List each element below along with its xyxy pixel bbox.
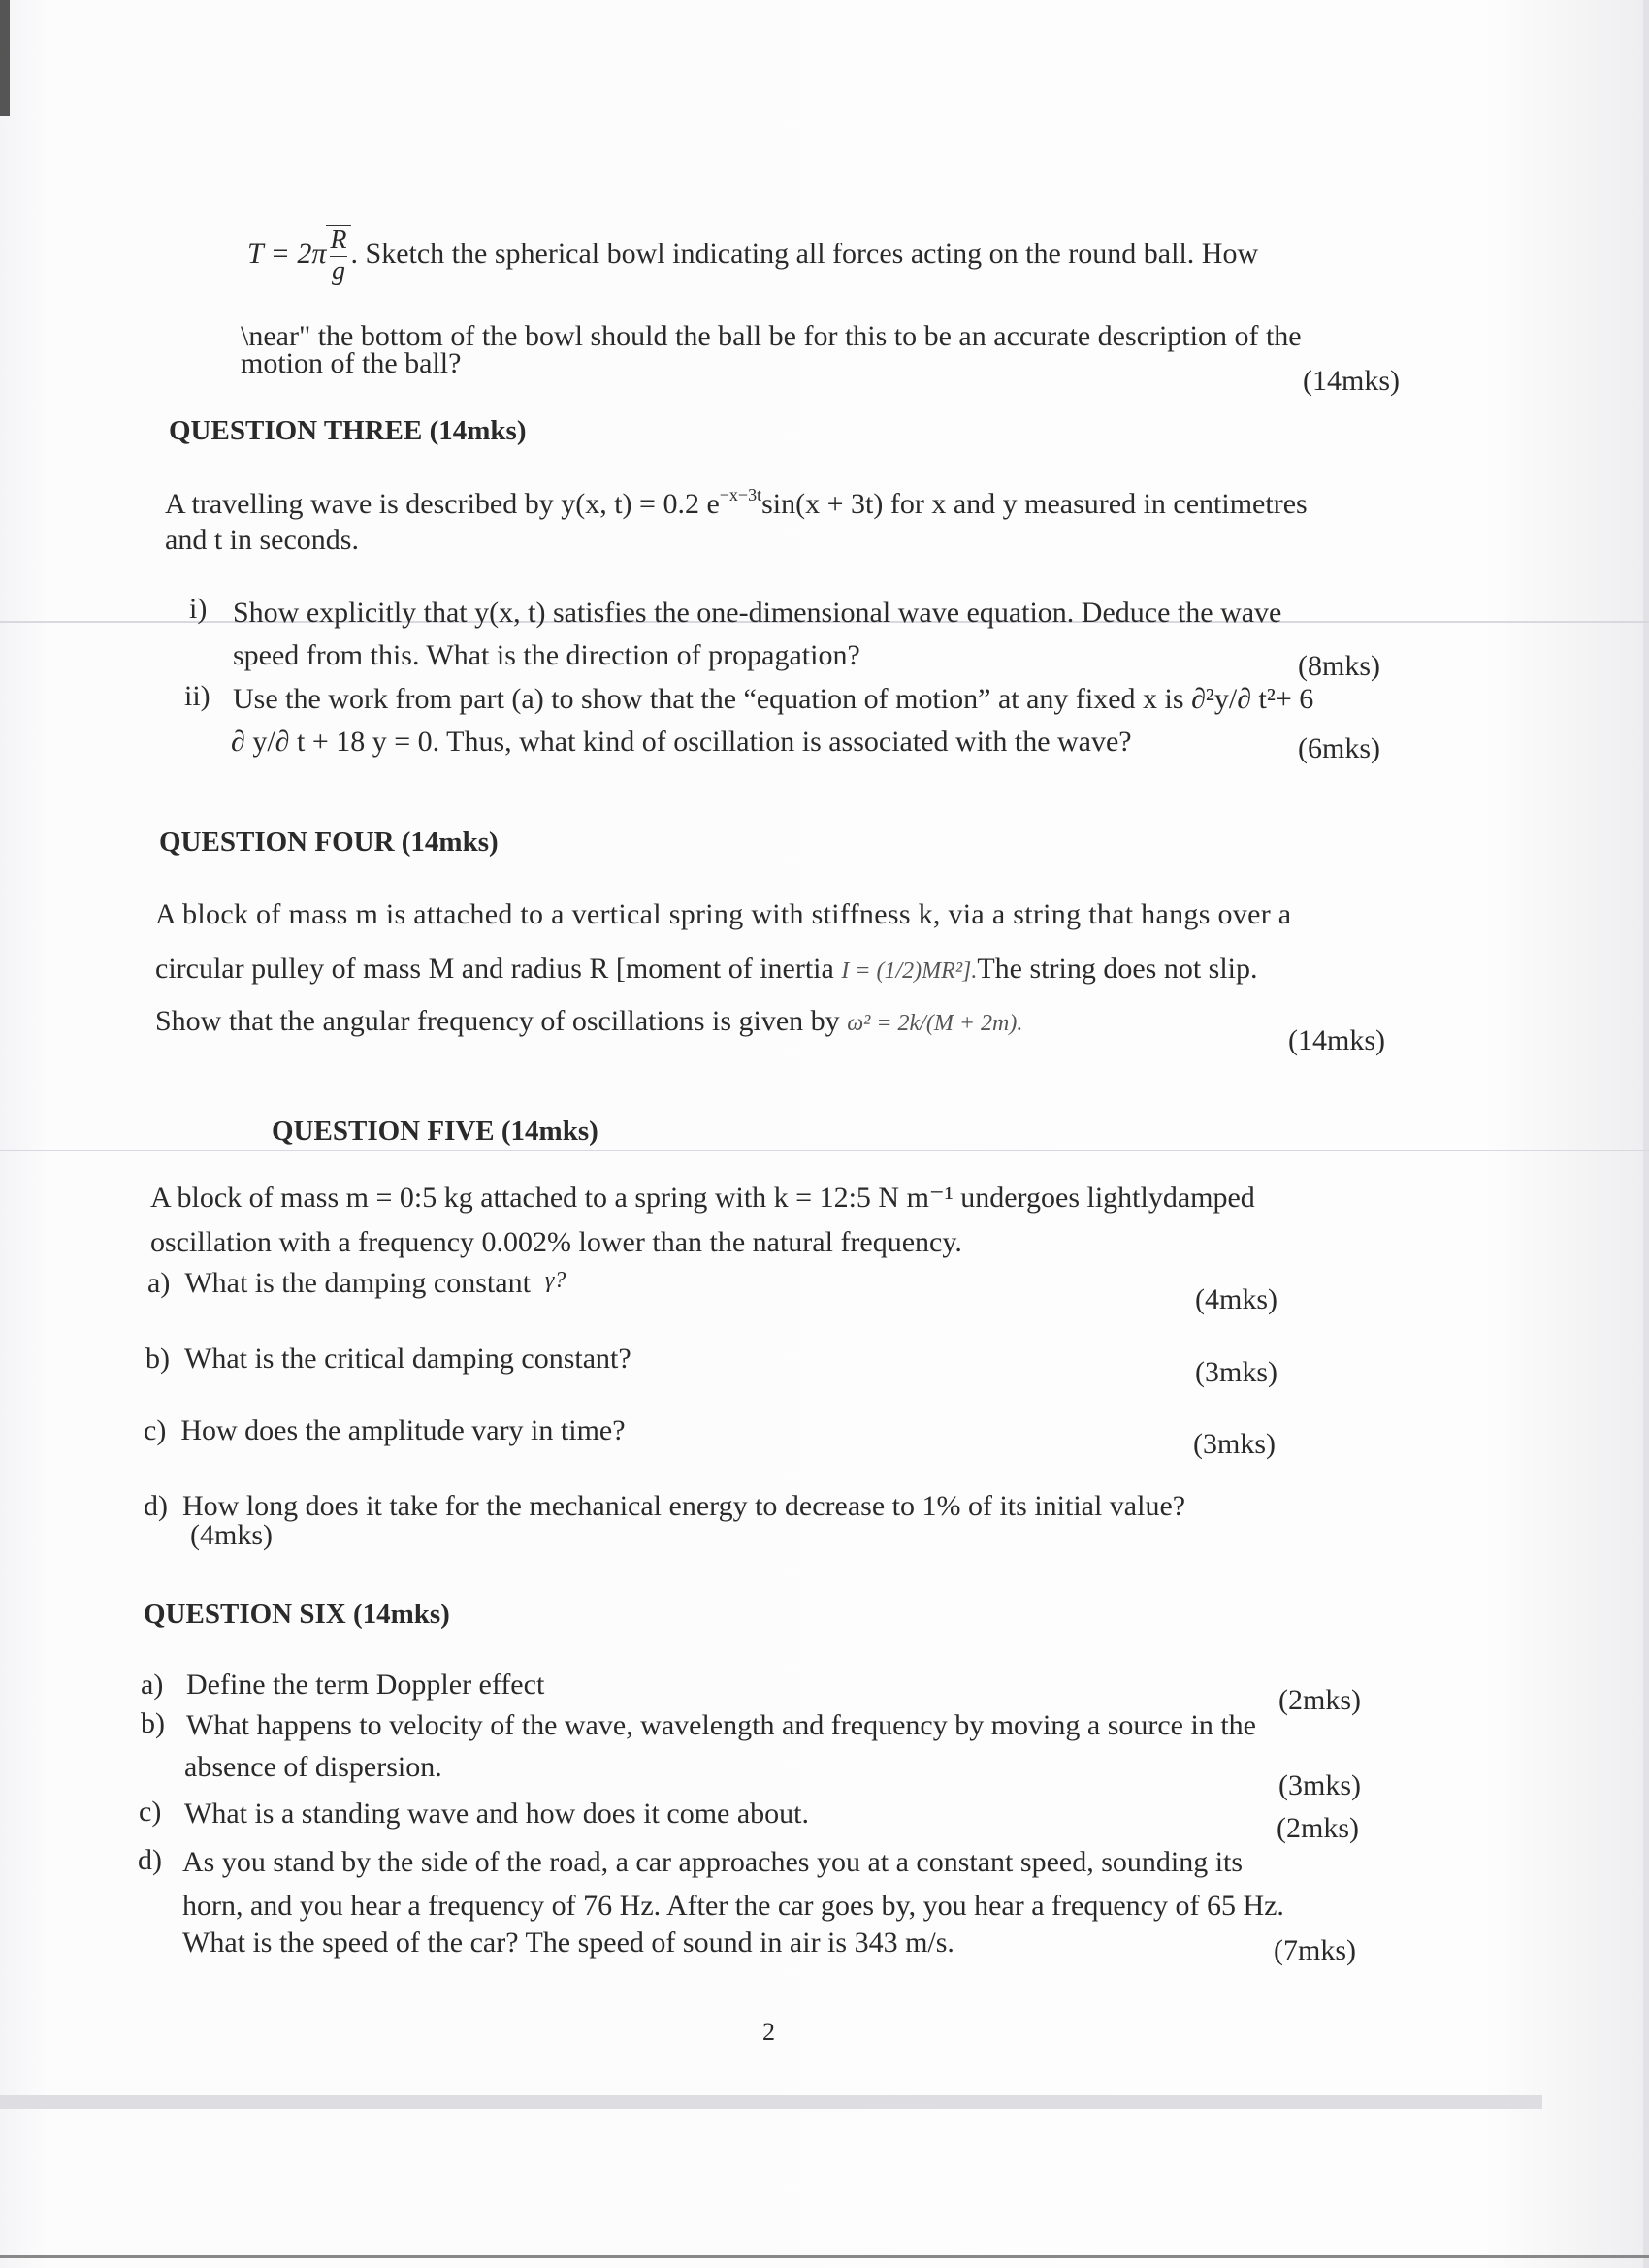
q6-part-c: What is a standing wave and how does it come about. [184, 1798, 810, 1830]
scan-band [0, 2095, 1542, 2109]
q6-part-d: What is the speed of the car? The speed of sound in air is 343 m/s. [182, 1927, 954, 1959]
gamma-symbol: γ? [544, 1268, 566, 1293]
q3-stem-text: A travelling wave is described by y(x, t) = 0.2 e [165, 488, 720, 520]
part-label: d) [138, 1844, 162, 1876]
q3-part-ii: ∂ y/∂ t + 18 y = 0. Thus, what kind of oscillation is associated with the wave? [231, 726, 1132, 758]
q5-part-d [144, 1492, 1185, 1521]
marks: (7mks) [1274, 1934, 1356, 1966]
q5-stem: oscillation with a frequency 0.002% lower than the natural frequency. [150, 1226, 962, 1258]
moment-formula: I = (1/2)MR²]. [841, 958, 978, 984]
q3-part-ii: Use the work from part (a) to show that the “equation of motion” at any fixed x is ∂²y/∂ t²+ 6 [233, 683, 1314, 715]
q3-part-i: Show explicitly that y(x, t) satisfies the one-dimensional wave equation. Deduce the wave [233, 597, 1282, 629]
q3-stem [165, 485, 1308, 520]
question-five-heading: QUESTION FIVE (14mks) [272, 1116, 598, 1147]
marks: (8mks) [1298, 650, 1380, 682]
q5-stem: A block of mass m = 0:5 kg attached to a spring with k = 12:5 N m⁻¹ undergoes lightlydamped [150, 1182, 1255, 1214]
intro-text: \near" the bottom of the bowl should the ball be for this to be an accurate description of the [241, 320, 1302, 352]
marks: (3mks) [1278, 1769, 1361, 1801]
question-six-heading: QUESTION SIX (14mks) [144, 1599, 450, 1630]
marks: (14mks) [1303, 365, 1400, 397]
formula-denominator: g [331, 255, 345, 286]
part-label: d) [144, 1490, 168, 1522]
part-label: c) [139, 1796, 162, 1828]
q4-text [155, 1007, 1022, 1036]
q6-part-a: Define the term Doppler effect [186, 1669, 545, 1701]
part-text: What is the damping constant [184, 1267, 531, 1299]
part-label: i) [189, 593, 208, 625]
pendulum-formula-line [247, 225, 1258, 287]
intro-text: . Sketch the spherical bowl indicating all forces acting on the round ball. How [350, 238, 1259, 271]
part-text: What is the critical damping constant? [184, 1343, 631, 1375]
q6-part-d: horn, and you hear a frequency of 76 Hz. After the car goes by, you hear a frequency of 65 Hz. [182, 1890, 1284, 1922]
fold-line [0, 1150, 1649, 1151]
marks: (4mks) [1195, 1283, 1277, 1315]
marks: (2mks) [1278, 1684, 1361, 1716]
marks: (4mks) [190, 1519, 273, 1551]
q3-part-i: speed from this. What is the direction of propagation? [233, 639, 860, 671]
q6-part-b: What happens to velocity of the wave, wavelength and frequency by moving a source in the [186, 1709, 1256, 1741]
part-label: b) [141, 1707, 165, 1739]
q3-stem-text: sin(x + 3t) for x and y measured in centimetres [761, 488, 1308, 520]
part-label: a) [141, 1669, 164, 1701]
q5-part-c [144, 1416, 626, 1445]
q4-text-part: The string does not slip. [977, 953, 1258, 985]
q6-part-d: As you stand by the side of the road, a car approaches you at a constant speed, sounding its [182, 1846, 1244, 1878]
intro-text: motion of the ball? [241, 347, 462, 379]
q4-text-part: circular pulley of mass M and radius R [moment of inertia [155, 953, 834, 985]
page-number: 2 [762, 2018, 775, 2046]
part-label: c) [144, 1414, 167, 1446]
q5-part-a [147, 1269, 566, 1298]
q4-text-part: Show that the angular frequency of oscillations is given by [155, 1005, 840, 1037]
q4-text [155, 955, 1258, 984]
q6-part-b: absence of dispersion. [184, 1751, 442, 1783]
marks: (3mks) [1195, 1356, 1277, 1388]
question-four-heading: QUESTION FOUR (14mks) [159, 826, 499, 858]
q5-part-b [146, 1345, 631, 1374]
marks: (6mks) [1298, 732, 1380, 764]
q4-text: A block of mass m is attached to a vertical spring with stiffness k, via a string that hangs over a [155, 898, 1292, 930]
q3-stem: and t in seconds. [165, 524, 359, 556]
scan-edge [0, 2255, 1649, 2258]
part-label: ii) [184, 680, 210, 712]
exponent: −x−3t [719, 485, 762, 504]
part-label: b) [146, 1343, 170, 1375]
part-text: How does the amplitude vary in time? [180, 1414, 626, 1446]
marks: (2mks) [1277, 1812, 1359, 1844]
part-text: How long does it take for the mechanical energy to decrease to 1% of its initial value? [182, 1490, 1186, 1522]
question-three-heading: QUESTION THREE (14mks) [169, 415, 527, 446]
formula-numerator: R [330, 225, 347, 255]
frequency-formula: ω² = 2k/(M + 2m). [847, 1011, 1023, 1036]
marks: (3mks) [1193, 1428, 1276, 1460]
scan-edge [0, 0, 10, 116]
marks: (14mks) [1288, 1024, 1385, 1056]
scan-edge [1643, 0, 1649, 2268]
part-label: a) [147, 1267, 171, 1299]
formula: T = 2π [247, 238, 327, 271]
